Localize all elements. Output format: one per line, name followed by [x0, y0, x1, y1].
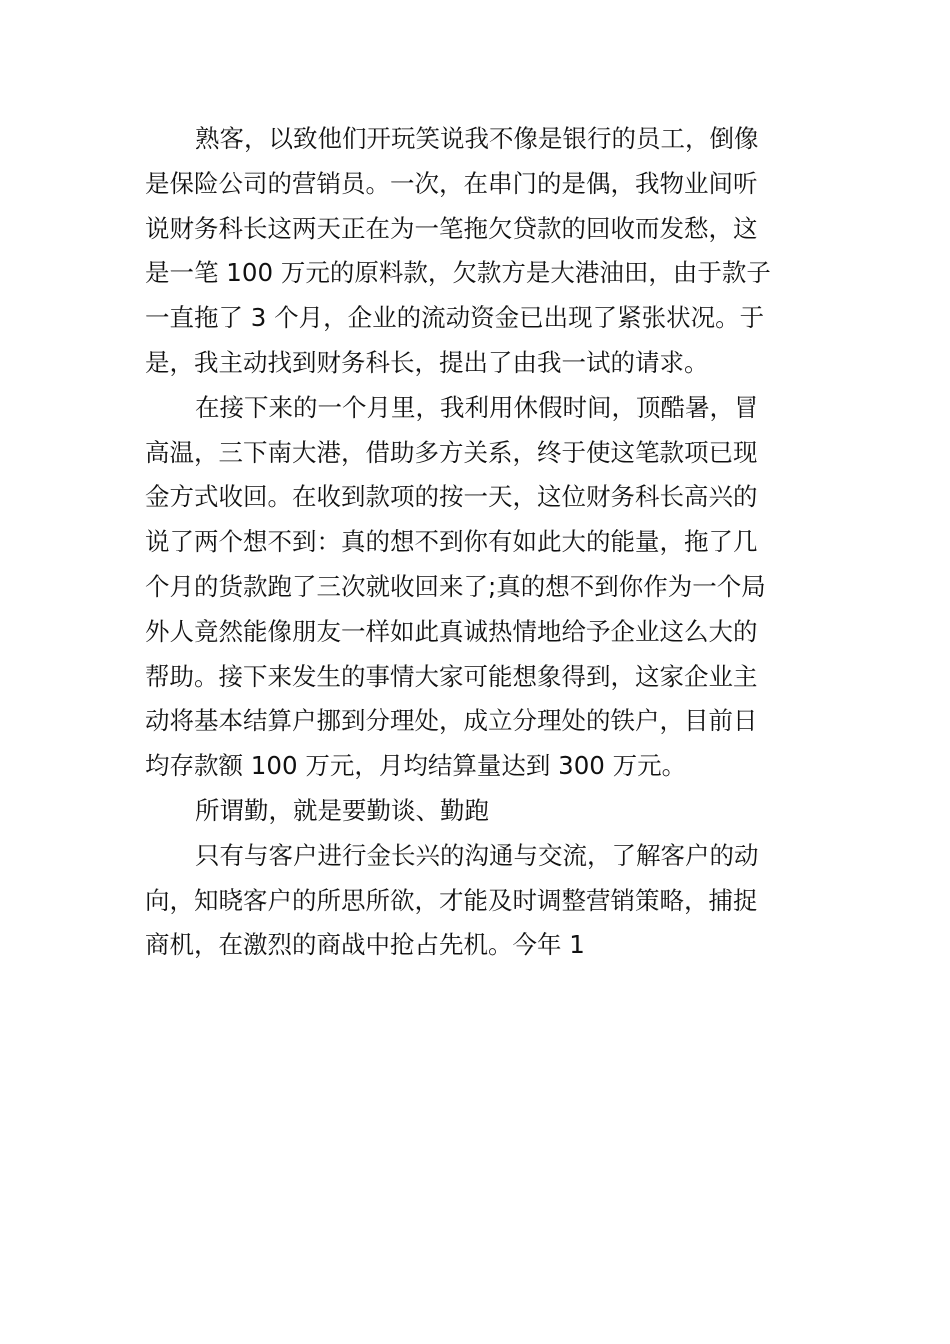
text-line-paragraph-start: 在接下来的一个月里，我利用休假时间，顶酷暑，冒 — [195, 392, 759, 422]
text-line-paragraph-start: 熟客，以致他们开玩笑说我不像是银行的员工，倒像 — [195, 124, 759, 153]
text-line: 一直拖了 3 个月，企业的流动资金已出现了紧张状况。于 — [145, 303, 765, 333]
text-line: 是，我主动找到财务科长，提出了由我一试的请求。 — [145, 347, 709, 377]
text-line: 外人竟然能像朋友一样如此真诚热情地给予企业这么大的 — [145, 616, 758, 646]
text-line: 商机，在激烈的商战中抢占先机。今年 1 — [145, 930, 585, 960]
text-line: 金方式收回。在收到款项的按一天，这位财务科长高兴的 — [145, 482, 758, 512]
text-line: 高温，三下南大港，借助多方关系，终于使这笔款项已现 — [145, 437, 758, 467]
text-line: 帮助。接下来发生的事情大家可能想象得到，这家企业主 — [145, 661, 758, 691]
text-line: 是保险公司的营销员。一次，在串门的是偶，我物业间听 — [145, 168, 758, 198]
section-heading: 所谓勤，就是要勤谈、勤跑 — [195, 795, 489, 825]
body-text — [145, 117, 807, 968]
text-line: 说了两个想不到：真的想不到你有如此大的能量，拖了几 — [145, 527, 758, 557]
text-line: 向，知晓客户的所思所欲，才能及时调整营销策略，捕捉 — [145, 885, 758, 915]
text-line-paragraph-start: 只有与客户进行金长兴的沟通与交流，了解客户的动 — [195, 840, 759, 870]
text-line: 均存款额 100 万元，月均结算量达到 300 万元。 — [145, 751, 687, 781]
text-line: 个月的货款跑了三次就收回来了;真的想不到你作为一个局 — [145, 571, 766, 601]
text-line: 是一笔 100 万元的原料款，欠款方是大港油田，由于款子 — [145, 258, 771, 288]
text-line: 动将基本结算户挪到分理处，成立分理处的铁户，目前日 — [145, 706, 758, 736]
text-line: 说财务科长这两天正在为一笔拖欠贷款的回收而发愁，这 — [145, 213, 758, 243]
